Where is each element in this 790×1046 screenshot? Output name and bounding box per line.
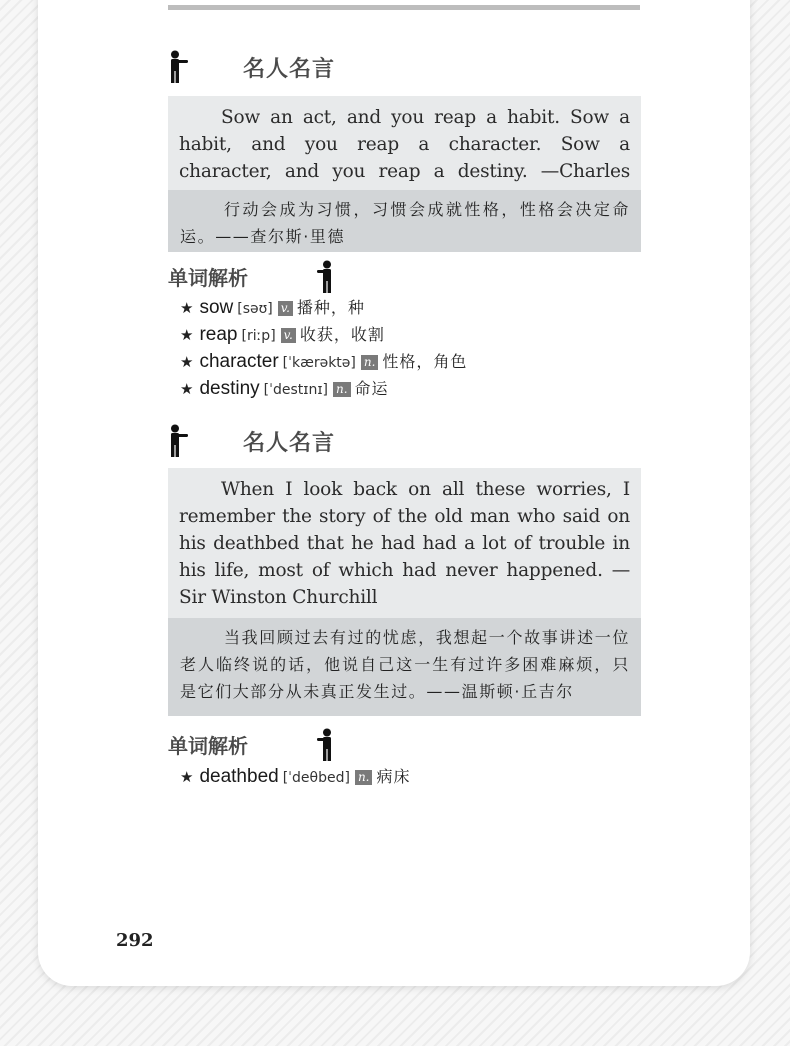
quote-translation: 行动会成为习惯，习惯会成就性格，性格会决定命运。——查尔斯·里德 (168, 190, 641, 252)
vocab-phonetic: [ˈdestɪnɪ] (263, 382, 328, 398)
star-icon: ★ (180, 353, 194, 371)
quote-text: When I look back on all these worries, I remember the story of the old man who said on his deathbed that he had had a lot of trouble in his life, most of which had never happened. —Sir Winston Churchill (168, 468, 641, 618)
vocab-meaning: 播种，种 (296, 298, 365, 317)
vocab-phonetic: [ˈdeθbed] (282, 770, 350, 786)
vocab-item (180, 348, 467, 375)
vocab-word: reap (199, 324, 238, 345)
vocab-meaning: 性格，角色 (382, 352, 468, 371)
star-icon: ★ (180, 299, 194, 317)
vocab-phonetic: [riːp] (241, 328, 276, 344)
vocab-item (180, 763, 411, 790)
star-icon: ★ (180, 380, 194, 398)
vocab-item (180, 294, 467, 321)
vocab-word: sow (199, 297, 234, 318)
vocab-meaning: 收获，收割 (299, 325, 385, 344)
pos-badge: n. (355, 770, 373, 785)
pos-badge: v. (281, 328, 296, 343)
person-pointing-icon (168, 50, 190, 84)
section-title: 名人名言 (243, 431, 336, 456)
vocab-word: deathbed (199, 766, 279, 787)
person-pointing-icon (316, 728, 338, 762)
pos-badge: v. (278, 301, 293, 316)
vocab-item (180, 375, 467, 402)
vocab-title: 单词解析 (168, 266, 248, 290)
vocab-word: character (199, 351, 279, 372)
section-title: 名人名言 (243, 57, 336, 82)
vocab-meaning: 病床 (376, 767, 411, 786)
pos-badge: n. (333, 382, 351, 397)
quote-translation: 当我回顾过去有过的忧虑，我想起一个故事讲述一位老人临终说的话，他说自己这一生有过许多困难麻烦，只是它们大部分从未真正发生过。——温斯顿·丘吉尔 (168, 618, 641, 716)
vocab-word: destiny (199, 378, 260, 399)
vocab-item (180, 321, 467, 348)
person-pointing-icon (168, 424, 190, 458)
vocab-list (180, 763, 411, 790)
vocab-phonetic: [səʊ] (237, 301, 273, 317)
vocab-title: 单词解析 (168, 734, 248, 758)
top-rule (168, 5, 640, 10)
book-page (38, 0, 750, 986)
star-icon: ★ (180, 326, 194, 344)
page-number: 292 (116, 930, 154, 951)
person-pointing-icon (316, 260, 338, 294)
quote-text: Sow an act, and you reap a habit. Sow a habit, and you reap a character. Sow a character, and you reap a destiny. —Charles (168, 96, 641, 190)
vocab-phonetic: [ˈkærəktə] (282, 355, 356, 371)
vocab-list (180, 294, 467, 402)
star-icon: ★ (180, 768, 194, 786)
vocab-meaning: 命运 (354, 379, 389, 398)
pos-badge: n. (361, 355, 379, 370)
